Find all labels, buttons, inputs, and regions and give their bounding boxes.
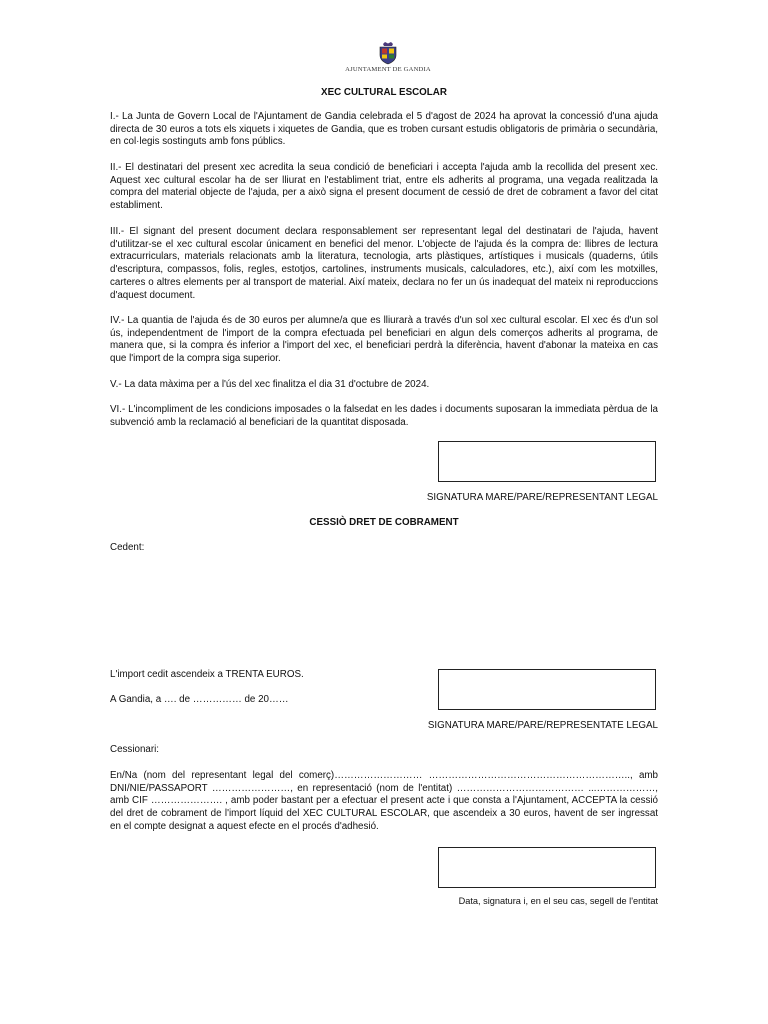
paragraph-5: V.- La data màxima per a l'ús del xec finalitza el dia 31 d'octubre de 2024. xyxy=(110,379,430,390)
signature-label-entity: Data, signatura i, en el seu cas, segell de l'entitat xyxy=(458,896,658,906)
section-title-cession: CESSIÒ DRET DE COBRAMENT xyxy=(309,517,459,528)
import-text: L'import cedit ascendeix a TRENTA EUROS. xyxy=(110,669,304,680)
paragraph-1: I.- La Junta de Govern Local de l'Ajuntament de Gandia celebrada el 5 d'agost de 2024 ha aprovat la concessió d'una ajuda directa de 30 euros a tots els xiquets i xiquetes de Gandia, que es troben cursant estudis obligatoris de primària o secundària, en col·legis sostinguts amb fons públics. xyxy=(110,111,658,148)
document-title: XEC CULTURAL ESCOLAR xyxy=(321,87,447,98)
paragraph-4: IV.- La quantia de l'ajuda és de 30 euros per alumne/a que es lliurarà a través d'un sol xec cultural escolar. El xec és d'un sol ús, independentment de l'import de la compra efectuada pel beneficiari en algun dels comerços adherits al programa, de manera que, si la compra és inferior a l'import del xec, el beneficiari perdrà la diferència, havent d'abonar la mateixa en cas que l'import de la compra siga superior. xyxy=(110,315,658,365)
cessionari-label: Cessionari: xyxy=(110,744,160,755)
cessionari-body: En/Na (nom del representant legal del comerç)……………………… …………………………………………………….., amb DNI/NIE/PASSAPORT ……………………, en representació (nom de l'entitat) ………………………………… ...………………, amb CIF …………………. , amb poder bastant per a efectuar el present acte i que consta a l'Ajuntament, ACCEPTA la cessió del dret de cobrament de l'import líquid del XEC CULTURAL ESCOLAR, que ascendeix a 30 euros, havent de ser ingressat en el compte designat a aquest efecte en el procés d'adhesió. xyxy=(110,770,658,832)
paragraph-6: VI.- L'incompliment de les condicions imposades o la falsedat en les dades i documents suposaran la immediata pèrdua de la subvenció amb la reclamació al beneficiari de la quantitat disposada. xyxy=(110,404,658,428)
signature-label-guardian: SIGNATURA MARE/PARE/REPRESENTANT LEGAL xyxy=(426,492,658,503)
paragraph-2: II.- El destinatari del present xec acredita la seua condició de beneficiari i accepta l'ajuda amb la recollida del present xec. Aquest xec cultural escolar ha de ser lliurat en l'establiment triat, entre els adherits al programa, una vegada realitzada la compra del material objecte de l'ajuda, per a això signa el present document de cessió de dret de cobrament a favor del citat establiment. xyxy=(110,162,658,212)
place-date-text: A Gandia, a …. de …………… de 20…… xyxy=(110,694,289,705)
signature-label-cedent: SIGNATURA MARE/PARE/REPRESENTATE LEGAL xyxy=(427,720,658,731)
cedent-label: Cedent: xyxy=(110,542,145,553)
signature-box-entity[interactable] xyxy=(438,847,656,888)
signature-box-cedent[interactable] xyxy=(438,669,656,710)
paragraph-3: III.- El signant del present document declara responsablement ser representant legal del destinatari de l'ajuda, havent d'utilitzar-se el xec cultural escolar únicament en benefici del menor. L'objecte de l'ajuda és la compra de: llibres de lectura extracurriculars, materials relacionats amb la literatura, tecnologia, arts plàstiques, artístiques i musicals (quaderns, útils d'escriptura, compassos, folis, regles, estotjos, cartolines, instruments musicals, calculadores, etc.), així com les motxilles, carteres o altres elements per al transport de material. Així mateix, declara no fer un ús inadequat del mateix ni reproduccions d'aquest document. xyxy=(110,226,658,301)
logo-caption: AJUNTAMENT DE GANDIA xyxy=(345,66,431,73)
signature-box-guardian[interactable] xyxy=(438,441,656,482)
